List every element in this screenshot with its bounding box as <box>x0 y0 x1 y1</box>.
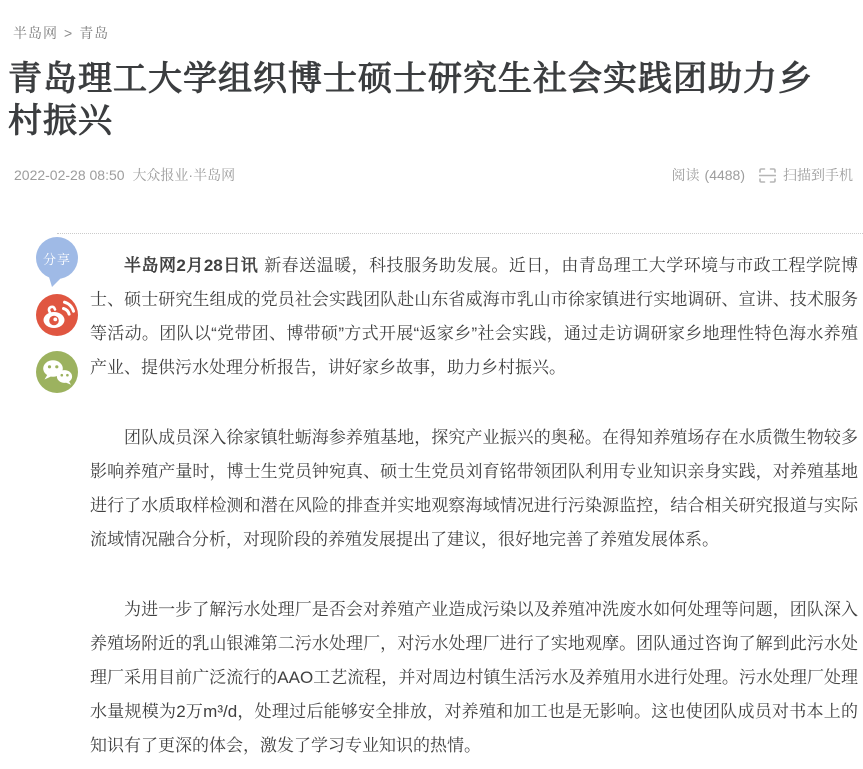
publish-info <box>14 165 239 185</box>
weibo-icon <box>36 294 78 336</box>
article-paragraph <box>90 593 858 763</box>
wechat-icon <box>36 351 78 393</box>
share-label: 分享 <box>42 251 71 267</box>
article-paragraph <box>90 249 858 385</box>
content-area <box>0 235 863 763</box>
reads-count: (4488) <box>704 167 745 183</box>
meta-actions <box>672 165 853 185</box>
breadcrumb-separator: > <box>64 25 74 41</box>
paragraph-text: 新春送温暖，科技服务助发展。近日，由青岛理工大学环境与市政工程学院博士、硕士研究生组成的党员社会实践团队赴山东省威海市乳山市徐家镇进行实地调研、宣讲、技术服务等活动。团队以“党带团、博带硕”方式开展“返家乡”社会实践，通过走访调研家乡地理性特色海水养殖产业、提供污水处理分析报告，讲好家乡故事，助力乡村振兴。 <box>90 256 858 377</box>
wechat-share-button[interactable] <box>36 351 78 393</box>
meta-row <box>0 165 863 185</box>
share-button[interactable] <box>36 237 78 279</box>
publish-source: 大众报业·半岛网 <box>132 167 236 183</box>
scan-to-phone-label[interactable]: 扫描到手机 <box>783 167 853 183</box>
article-body <box>90 235 863 763</box>
publish-datetime: 2022-02-28 08:50 <box>14 167 125 183</box>
breadcrumb-section-link[interactable]: 青岛 <box>79 25 110 41</box>
breadcrumb-home-link[interactable]: 半岛网 <box>13 25 58 41</box>
paragraph-lead: 半岛网2月28日讯 <box>124 256 259 275</box>
article-paragraph <box>90 421 858 557</box>
scan-qr-icon[interactable] <box>759 168 776 183</box>
reads-label: 阅读 <box>671 167 700 183</box>
page-title: 青岛理工大学组织博士硕士研究生社会实践团助力乡村振兴 <box>8 60 813 140</box>
paragraph-text: 为进一步了解污水处理厂是否会对养殖产业造成污染以及养殖冲洗废水如何处理等问题，团队深入养殖场附近的乳山银滩第二污水处理厂，对污水处理厂进行了实地观摩。团队通过咨询了解到此污水处理厂采用目前广泛流行的AAO工艺流程，并对周边村镇生活污水及养殖用水进行处理。污水处理厂处理水量规模为2万m³/d，处理过后能够安全排放，对养殖和加工也是无影响。这也使团队成员对书本上的知识有了更深的体会，激发了学习专业知识的热情。 <box>90 600 858 755</box>
weibo-share-button[interactable] <box>36 294 78 336</box>
breadcrumb <box>0 0 863 43</box>
dotted-divider <box>57 233 863 234</box>
share-toolbar <box>0 235 90 763</box>
paragraph-text: 团队成员深入徐家镇牡蛎海参养殖基地，探究产业振兴的奥秘。在得知养殖场存在水质微生物较多影响养殖产量时，博士生党员钟宛真、硕士生党员刘育铭带领团队利用专业知识亲身实践，对养殖基地进行了水质取样检测和潜在风险的排查并实地观察海域情况进行污染源监控，结合相关研究报道与实际流域情况融合分析，对现阶段的养殖发展提出了建议，很好地完善了养殖发展体系。 <box>90 428 858 549</box>
